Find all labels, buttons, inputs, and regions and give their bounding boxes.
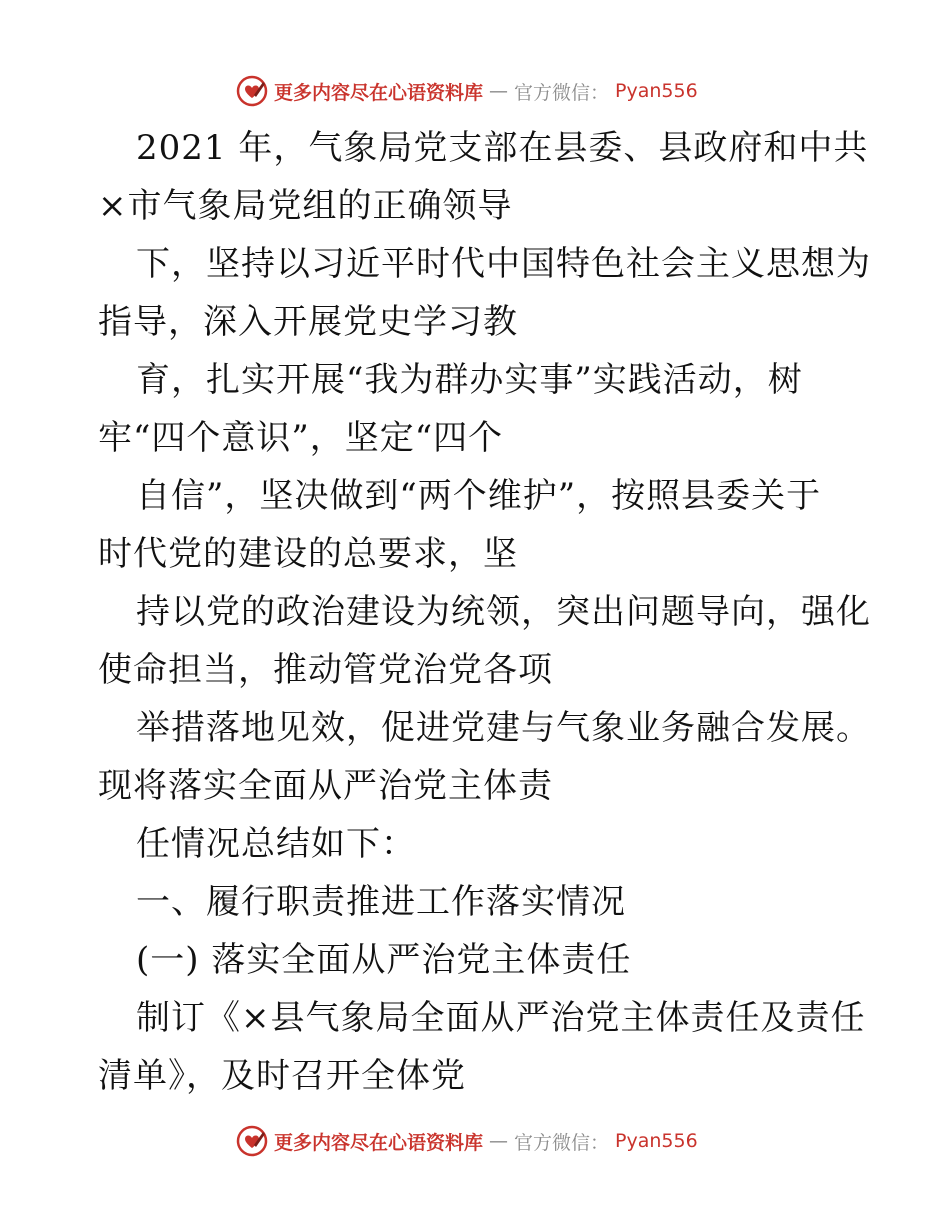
body-line: 牢“四个意识”，坚定“四个: [98, 418, 504, 458]
subsection-heading: (一) 落实全面从严治党主体责任: [136, 940, 632, 980]
watermark-wechat-id: Pyan556: [615, 80, 698, 102]
watermark-separator: —: [489, 80, 509, 102]
body-line: 任情况总结如下：: [136, 824, 416, 864]
watermark-text: 更多内容尽在心语资料库: [274, 81, 484, 104]
body-line: 自信”，坚决做到“两个维护”，按照县委关于: [136, 476, 822, 516]
body-line: 时代党的建设的总要求，坚: [98, 534, 518, 574]
body-line: 举措落地见效，促进党建与气象业务融合发展。: [136, 708, 871, 748]
watermark-text: 更多内容尽在心语资料库: [274, 1131, 484, 1154]
body-line: 制订《×县气象局全面从严治党主体责任及责任: [136, 998, 866, 1038]
heart-pen-logo-icon: [236, 1125, 268, 1157]
body-line: 清单》，及时召开全体党: [98, 1056, 466, 1096]
body-line: 2021 年，气象局党支部在县委、县政府和中共: [136, 128, 869, 168]
body-line: 现将落实全面从严治党主体责: [98, 766, 553, 806]
header-watermark: [236, 74, 698, 108]
body-line: 下，坚持以习近平时代中国特色社会主义思想为: [136, 244, 871, 284]
body-line: 持以党的政治建设为统领，突出问题导向，强化: [136, 592, 871, 632]
body-line: 育，扎实开展“我为群办实事”实践活动，树: [136, 360, 803, 400]
footer-watermark: [236, 1124, 698, 1158]
body-line: 使命担当，推动管党治党各项: [98, 650, 553, 690]
body-line: 指导，深入开展党史学习教: [98, 302, 518, 342]
body-line: ×市气象局党组的正确领导: [98, 186, 513, 226]
heart-pen-logo-icon: [236, 75, 268, 107]
watermark-wechat-label: 官方微信：: [514, 1131, 610, 1154]
watermark-separator: —: [489, 1130, 509, 1152]
watermark-wechat-label: 官方微信：: [514, 81, 610, 104]
watermark-wechat-id: Pyan556: [615, 1130, 698, 1152]
section-heading: 一、履行职责推进工作落实情况: [136, 882, 626, 922]
